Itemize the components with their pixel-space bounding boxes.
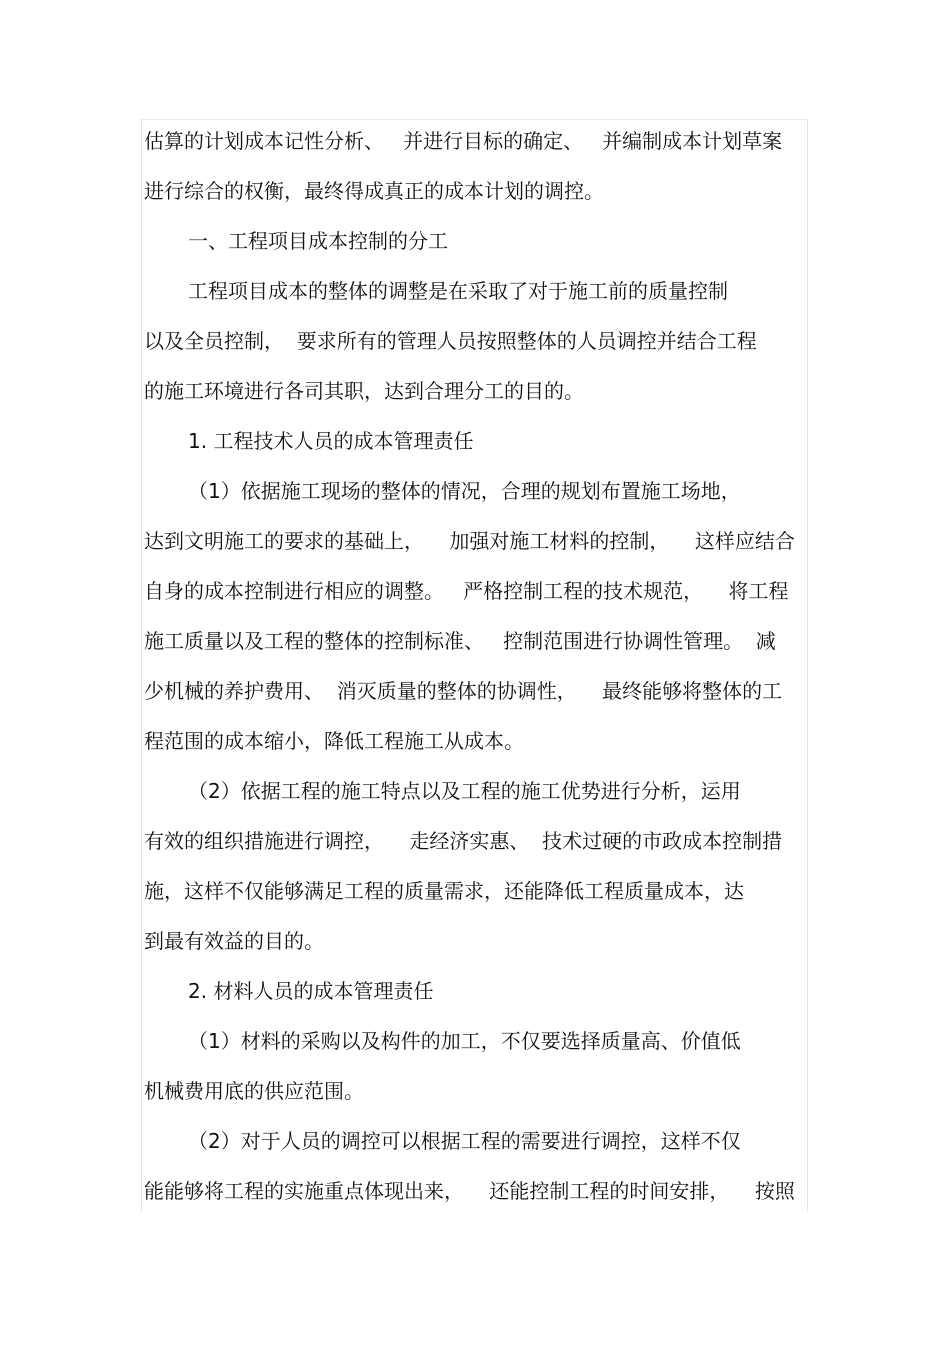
section-heading: 一、工程项目成本控制的分工 <box>188 229 448 253</box>
text-line: （2）对于人员的调控可以根据工程的需要进行调控，这样不仅 <box>188 1129 741 1153</box>
text-line: 工程项目成本的整体的调整是在采取了对于施工前的质量控制 <box>188 279 728 303</box>
text-line: 以及全员控制， 要求所有的管理人员按照整体的人员调控并结合工程 <box>144 329 757 353</box>
text-line: 有效的组织措施进行调控， 走经济实惠、 技术过硬的市政成本控制措 <box>144 829 783 853</box>
text-line: 达到文明施工的要求的基础上， 加强对施工材料的控制， 这样应结合 <box>144 529 795 553</box>
text-line: 到最有效益的目的。 <box>144 929 324 953</box>
text-line: （1）依据施工现场的整体的情况，合理的规划布置施工场地， <box>188 479 741 503</box>
text-line: 自身的成本控制进行相应的调整。 严格控制工程的技术规范， 将工程 <box>144 579 789 603</box>
text-line: 估算的计划成本记性分析、 并进行目标的确定、 并编制成本计划草案 <box>144 129 783 153</box>
text-line: （2）依据工程的施工特点以及工程的施工优势进行分析，运用 <box>188 779 741 803</box>
text-line: （1）材料的采购以及构件的加工，不仅要选择质量高、价值低 <box>188 1029 741 1053</box>
text-line: 能能够将工程的实施重点体现出来， 还能控制工程的时间安排， 按照 <box>144 1179 795 1203</box>
subsection-heading: 1. 工程技术人员的成本管理责任 <box>188 429 474 453</box>
text-line: 施工质量以及工程的整体的控制标准、 控制范围进行协调性管理。 减 <box>144 629 776 653</box>
text-line: 机械费用底的供应范围。 <box>144 1079 364 1103</box>
text-line: 进行综合的权衡，最终得成真正的成本计划的调控。 <box>144 179 604 203</box>
text-line: 程范围的成本缩小，降低工程施工从成本。 <box>144 729 524 753</box>
text-line: 少机械的养护费用、 消灭质量的整体的协调性， 最终能够将整体的工 <box>144 679 783 703</box>
subsection-heading: 2. 材料人员的成本管理责任 <box>188 979 434 1003</box>
text-line: 施，这样不仅能够满足工程的质量需求，还能降低工程质量成本，达 <box>144 879 744 903</box>
text-line: 的施工环境进行各司其职，达到合理分工的目的。 <box>144 379 584 403</box>
